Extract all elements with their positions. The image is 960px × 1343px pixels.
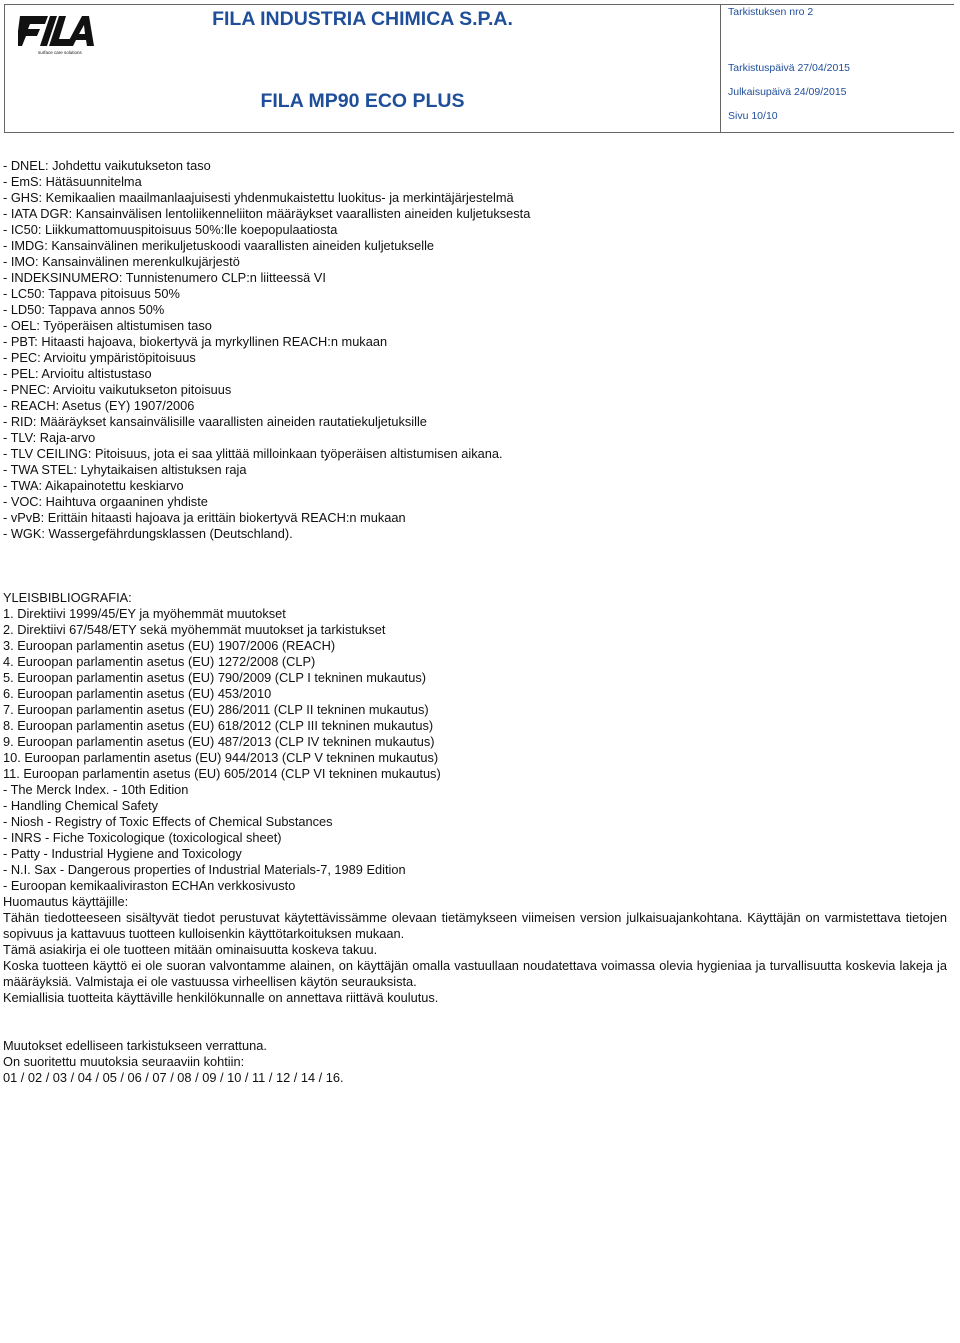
bibliography-item: 5. Euroopan parlamentin asetus (EU) 790/2009 (CLP I tekninen mukautus) — [3, 670, 427, 685]
note-paragraph: Kemiallisia tuotteita käyttäville henkilökunnalle on annettava riittävä koulutus. — [3, 990, 439, 1005]
abbreviation-item: - TLV: Raja-arvo — [3, 430, 96, 445]
abbreviation-item: - DNEL: Johdettu vaikutukseton taso — [3, 158, 211, 173]
bibliography-section — [3, 590, 947, 894]
abbreviation-item: - TWA: Aikapainotettu keskiarvo — [3, 478, 184, 493]
bibliography-item: 2. Direktiivi 67/548/ETY sekä myöhemmät muutokset ja tarkistukset — [3, 622, 386, 637]
document-header — [4, 4, 954, 132]
abbreviation-item: - REACH: Asetus (EY) 1907/2006 — [3, 398, 195, 413]
bibliography-item: - INRS - Fiche Toxicologique (toxicological sheet) — [3, 830, 282, 845]
changes-text: Muutokset edelliseen tarkistukseen verrattuna. — [3, 1038, 267, 1053]
note-paragraph: Tähän tiedotteeseen sisältyvät tiedot perustuvat käytettävissämme olevaan tietämykseen viimeisen version julkaisuajankohtana. Käyttäjän on varmistettava tietojen sopivuus ja kattavuus tuotteen kulloisenkin käyttötarkoituksen mukaan. — [3, 910, 947, 941]
abbreviation-item: - OEL: Työperäisen altistumisen taso — [3, 318, 212, 333]
abbreviation-item: - vPvB: Erittäin hitaasti hajoava ja erittäin biokertyvä REACH:n mukaan — [3, 510, 406, 525]
publication-date: Julkaisupäivä 24/09/2015 — [728, 86, 847, 98]
bibliography-item: 1. Direktiivi 1999/45/EY ja myöhemmät muutokset — [3, 606, 286, 621]
bibliography-item: - Patty - Industrial Hygiene and Toxicology — [3, 846, 242, 861]
header-top-border — [4, 4, 954, 5]
bibliography-item: - Euroopan kemikaaliviraston ECHAn verkkosivusto — [3, 878, 296, 893]
header-bottom-border — [4, 132, 954, 133]
product-name: FILA MP90 ECO PLUS — [260, 90, 465, 112]
bibliography-item: 7. Euroopan parlamentin asetus (EU) 286/2011 (CLP II tekninen mukautus) — [3, 702, 429, 717]
bibliography-item: 8. Euroopan parlamentin asetus (EU) 618/2012 (CLP III tekninen mukautus) — [3, 718, 434, 733]
abbreviation-item: - IATA DGR: Kansainvälisen lentoliikenneliiton määräykset vaarallisten aineiden kuljetuksesta — [3, 206, 531, 221]
changes-text: On suoritettu muutoksia seuraaviin kohtiin: — [3, 1054, 245, 1069]
note-paragraph: Koska tuotteen käyttö ei ole suoran valvontamme alainen, on käyttäjän omalla vastuullaan noudatettava voimassa olevia hygieniaa ja turvallisuutta koskevia lakeja ja määräyksiä. Valmistaja ei ole vastuussa virheellisen käytön seurauksista. — [3, 958, 947, 989]
abbreviation-item: - VOC: Haihtuva orgaaninen yhdiste — [3, 494, 208, 509]
changed-sections: 01 / 02 / 03 / 04 / 05 / 06 / 07 / 08 / 09 / 10 / 11 / 12 / 14 / 16. — [3, 1070, 344, 1085]
abbreviation-item: - IMO: Kansainvälinen merenkulkujärjestö — [3, 254, 240, 269]
page-number: Sivu 10/10 — [728, 110, 778, 122]
abbreviation-item: - PEL: Arvioitu altistustaso — [3, 366, 152, 381]
bibliography-item: - N.I. Sax - Dangerous properties of Industrial Materials-7, 1989 Edition — [3, 862, 406, 877]
abbreviation-item: - PNEC: Arvioitu vaikutukseton pitoisuus — [3, 382, 232, 397]
user-notes-section — [3, 894, 947, 1006]
bibliography-item: 3. Euroopan parlamentin asetus (EU) 1907/2006 (REACH) — [3, 638, 336, 653]
abbreviation-item: - IC50: Liikkumattomuuspitoisuus 50%:lle koepopulaatiosta — [3, 222, 338, 237]
bibliography-item: 11. Euroopan parlamentin asetus (EU) 605/2014 (CLP VI tekninen mukautus) — [3, 766, 441, 781]
abbreviation-item: - GHS: Kemikaalien maailmanlaajuisesti yhdenmukaistettu luokitus- ja merkintäjärjestelmä — [3, 190, 514, 205]
abbreviation-item: - TLV CEILING: Pitoisuus, jota ei saa ylittää milloinkaan työperäisen altistumisen aikana. — [3, 446, 503, 461]
abbreviation-item: - WGK: Wassergefährdungsklassen (Deutschland). — [3, 526, 293, 541]
revision-date: Tarkistuspäivä 27/04/2015 — [728, 62, 850, 74]
revision-number: Tarkistuksen nro 2 — [728, 6, 814, 18]
abbreviation-item: - RID: Määräykset kansainvälisille vaarallisten aineiden rautatiekuljetuksille — [3, 414, 427, 429]
abbreviation-item: - IMDG: Kansainvälinen merikuljetuskoodi vaarallisten aineiden kuljetukselle — [3, 238, 435, 253]
abbreviation-item: - EmS: Hätäsuunnitelma — [3, 174, 142, 189]
company-name: FILA INDUSTRIA CHIMICA S.P.A. — [212, 8, 513, 30]
notes-title: Huomautus käyttäjille: — [3, 894, 129, 909]
bibliography-title: YLEISBIBLIOGRAFIA: — [3, 590, 132, 605]
bibliography-item: 4. Euroopan parlamentin asetus (EU) 1272/2008 (CLP) — [3, 654, 316, 669]
abbreviations-list — [3, 158, 947, 542]
abbreviation-item: - LC50: Tappava pitoisuus 50% — [3, 286, 180, 301]
bibliography-item: 10. Euroopan parlamentin asetus (EU) 944/2013 (CLP V tekninen mukautus) — [3, 750, 439, 765]
abbreviation-item: - PEC: Arvioitu ympäristöpitoisuus — [3, 350, 196, 365]
abbreviation-item: - INDEKSINUMERO: Tunnistenumero CLP:n liitteessä VI — [3, 270, 326, 285]
bibliography-item: 6. Euroopan parlamentin asetus (EU) 453/2010 — [3, 686, 272, 701]
bibliography-item: - Handling Chemical Safety — [3, 798, 159, 813]
abbreviation-item: - PBT: Hitaasti hajoava, biokertyvä ja myrkyllinen REACH:n mukaan — [3, 334, 388, 349]
logo-tagline: surface care solutions — [38, 50, 82, 55]
changes-section — [3, 1038, 947, 1086]
note-paragraph: Tämä asiakirja ei ole tuotteen mitään ominaisuutta koskeva takuu. — [3, 942, 378, 957]
abbreviation-item: - TWA STEL: Lyhytaikaisen altistuksen raja — [3, 462, 247, 477]
bibliography-item: - The Merck Index. - 10th Edition — [3, 782, 189, 797]
bibliography-item: 9. Euroopan parlamentin asetus (EU) 487/2013 (CLP IV tekninen mukautus) — [3, 734, 435, 749]
document-body — [3, 158, 947, 1086]
abbreviation-item: - LD50: Tappava annos 50% — [3, 302, 165, 317]
bibliography-item: - Niosh - Registry of Toxic Effects of Chemical Substances — [3, 814, 333, 829]
